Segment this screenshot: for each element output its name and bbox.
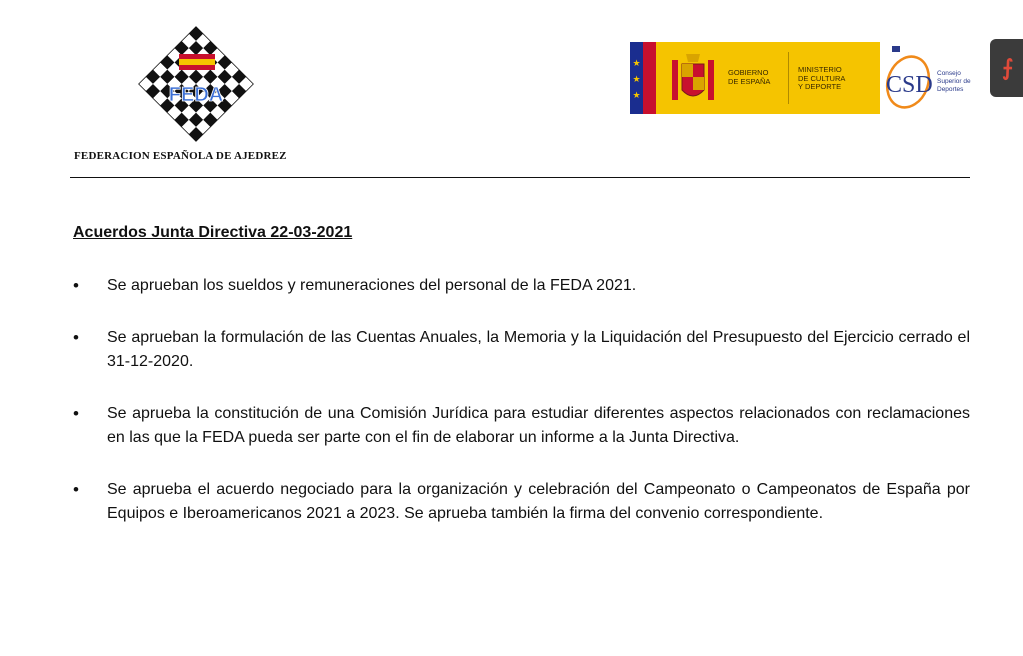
federation-name: FEDERACION ESPAÑOLA DE AJEDREZ <box>74 150 287 162</box>
bullet: • <box>73 480 79 499</box>
list-item-text: Se aprueba la constitución de una Comisión Jurídica para estudiar diferentes aspectos relacionados con reclamaciones en las que la FEDA pueda ser parte con el fin de elaborar un informe a la Junta Directiva. <box>107 405 970 446</box>
pdf-tool-button[interactable] <box>990 39 1023 97</box>
header-divider <box>70 177 970 178</box>
list-item <box>73 274 970 298</box>
svg-text:★: ★ <box>632 74 641 84</box>
bullet: • <box>73 404 79 423</box>
coat-of-arms-icon <box>668 50 718 108</box>
ministry-line1: MINISTERIO <box>798 65 842 74</box>
list-item <box>73 326 970 374</box>
bullet: • <box>73 276 79 295</box>
bullet: • <box>73 328 79 347</box>
list-item-text: Se aprueban la formulación de las Cuentas Anuales, la Memoria y la Liquidación del Presupuesto del Ejercicio cerrado el 31-12-2020. <box>107 329 970 370</box>
banner-divider <box>788 52 789 104</box>
document-title: Acuerdos Junta Directiva 22-03-2021 <box>73 224 353 241</box>
pdf-icon: ⨍ <box>1002 55 1014 80</box>
list-item-text: Se aprueba el acuerdo negociado para la organización y celebración del Campeonato o Campeonatos de España por Equipos e Iberoamericanos 2021 a 2023. Se aprueba también la firma del convenio correspondiente. <box>107 481 970 522</box>
feda-logo-text: FEDA <box>168 84 224 106</box>
ministry-line3: Y DEPORTE <box>798 82 842 91</box>
csd-logo-text: CSD <box>886 72 933 98</box>
government-banner <box>630 42 880 114</box>
list-item <box>73 402 970 450</box>
agreements-list <box>73 274 970 554</box>
gov-line2: DE ESPAÑA <box>728 76 771 86</box>
csd-line1: Consejo <box>937 70 961 77</box>
list-item <box>73 478 970 526</box>
eu-spain-flag-icon <box>630 42 656 114</box>
csd-line3: Deportes <box>937 86 964 93</box>
ministry-line2: DE CULTURA <box>798 73 846 83</box>
csd-line2: Superior de <box>937 78 971 85</box>
feda-logo <box>132 24 260 144</box>
svg-text:★: ★ <box>632 90 641 100</box>
svg-text:★: ★ <box>632 58 641 68</box>
list-item-text: Se aprueban los sueldos y remuneraciones del personal de la FEDA 2021. <box>107 277 637 294</box>
gov-line1: GOBIERNO <box>728 68 769 77</box>
